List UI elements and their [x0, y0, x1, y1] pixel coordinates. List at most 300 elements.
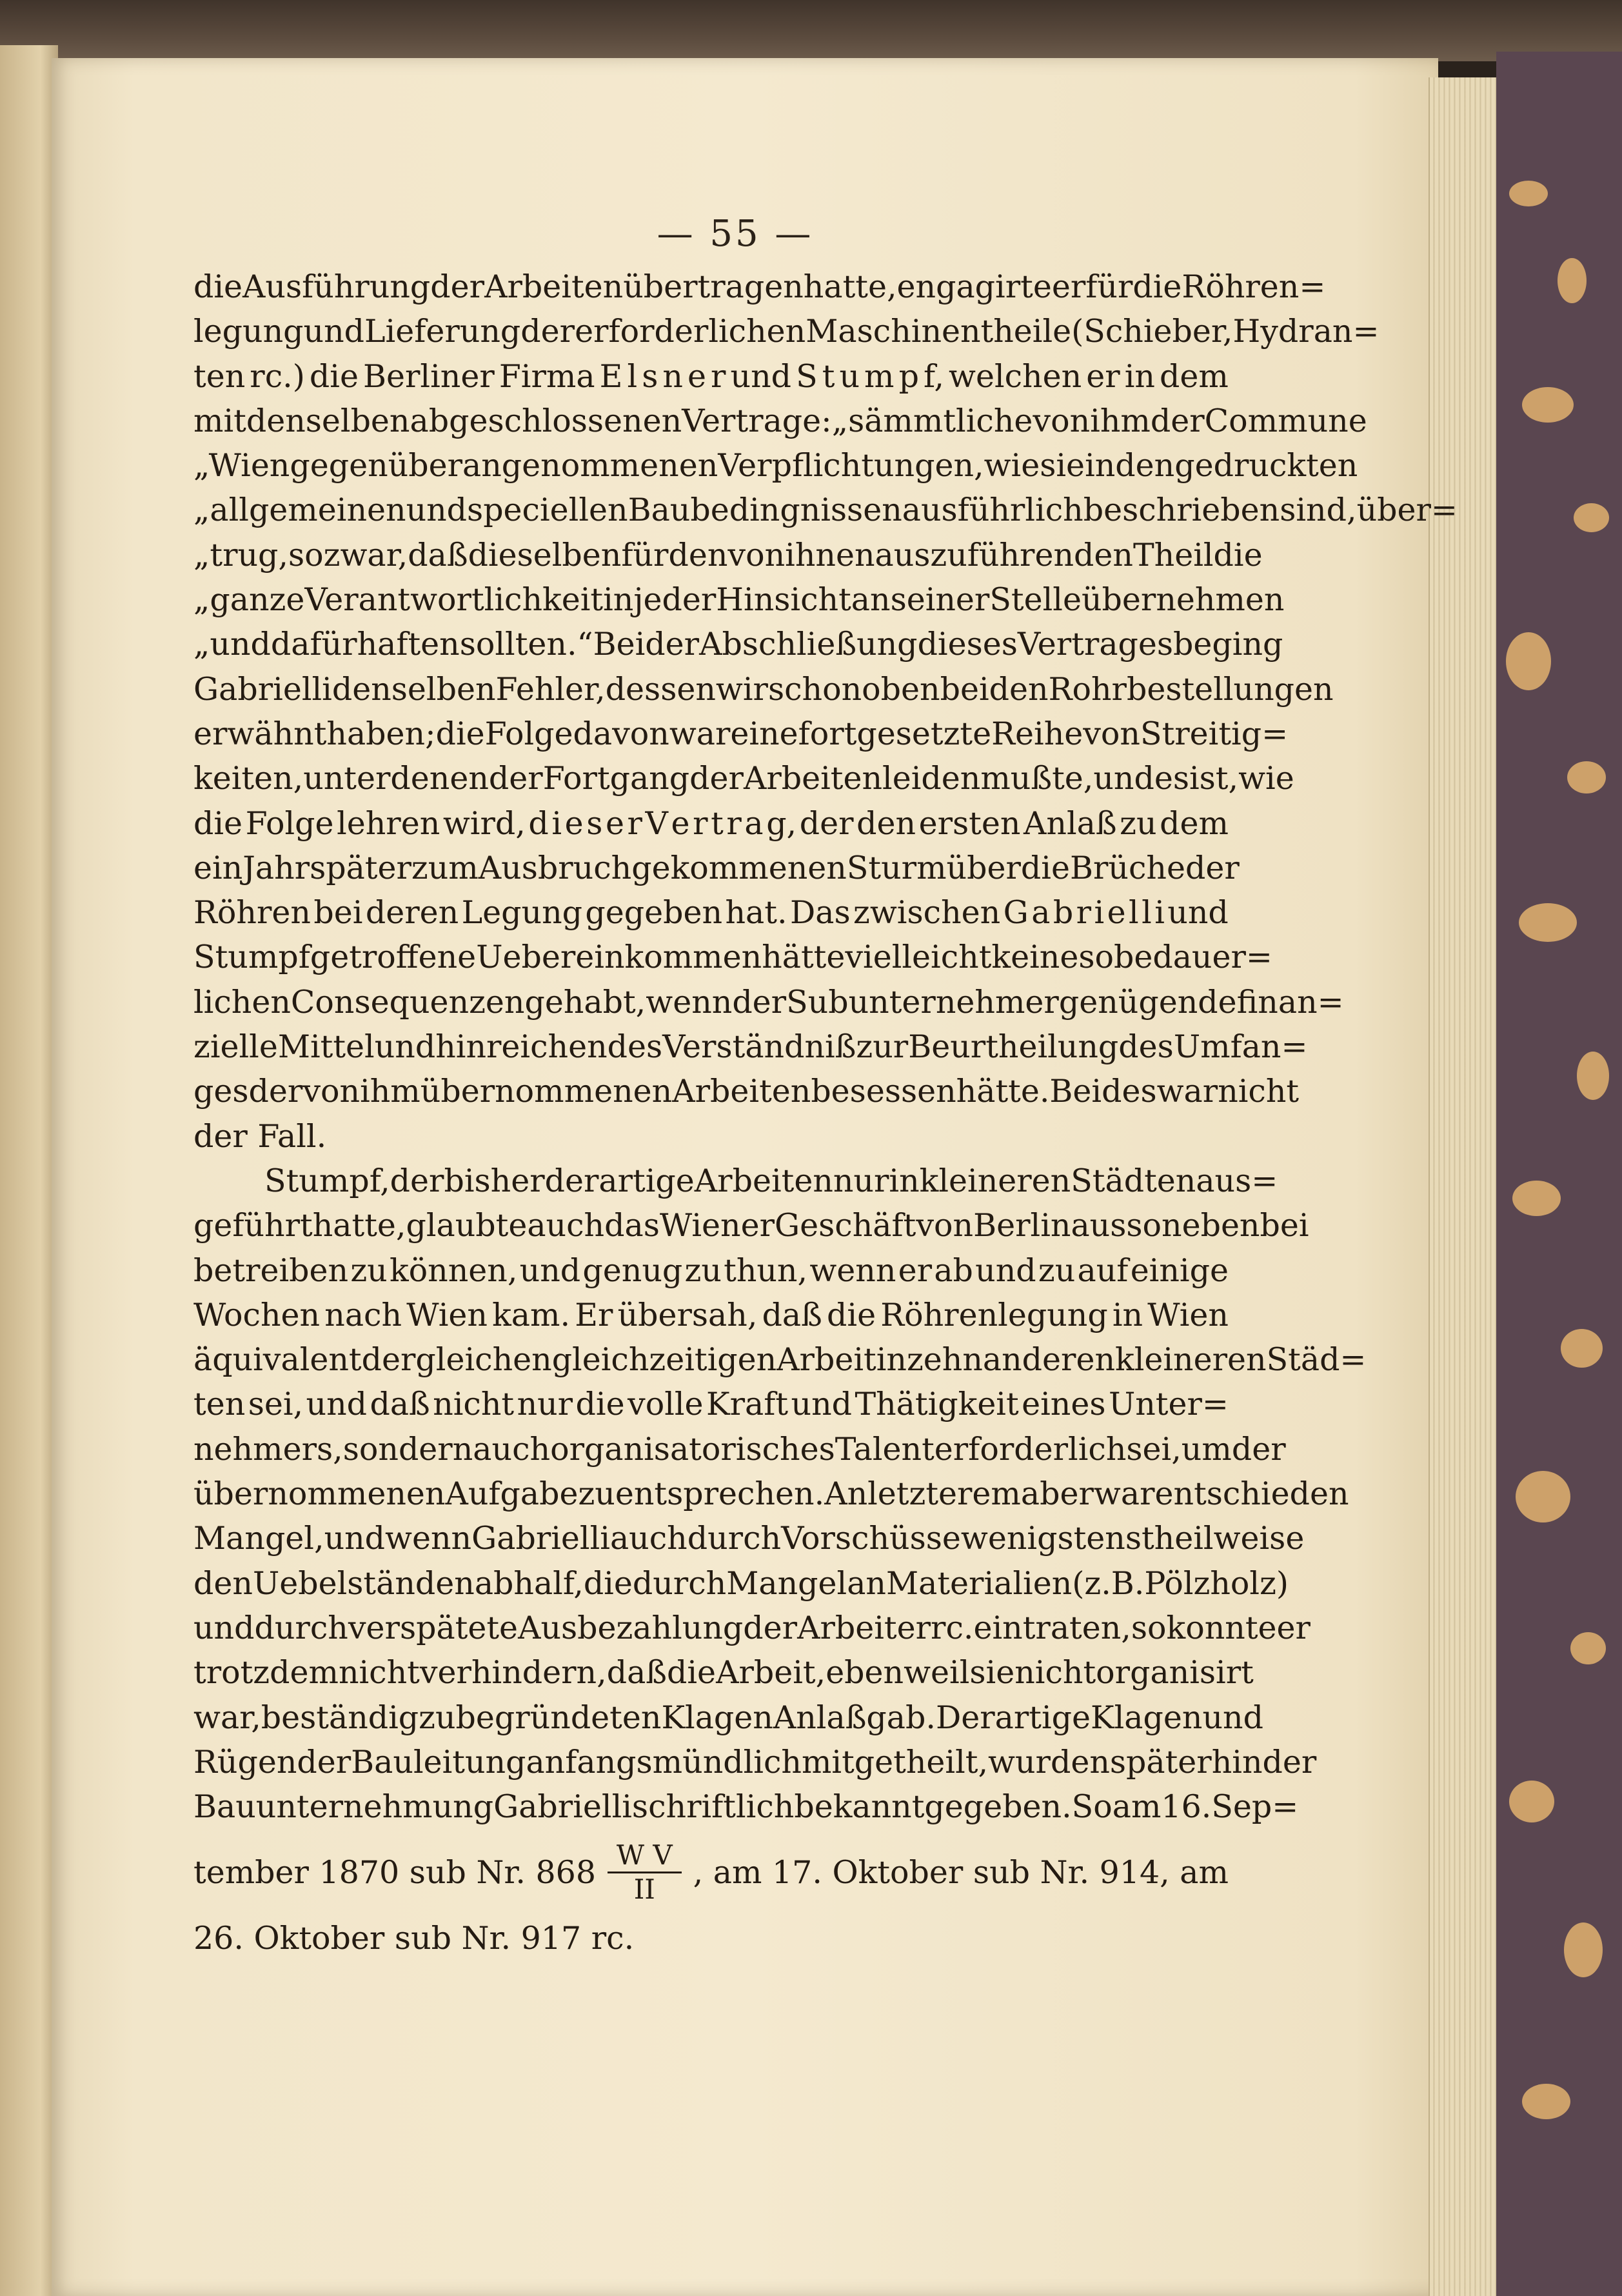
word: m — [864, 357, 895, 395]
word: verspätete — [348, 1609, 519, 1646]
word: mußte, — [980, 760, 1094, 797]
word: Vorschüsse — [781, 1520, 961, 1557]
word: denselben — [331, 670, 496, 708]
word: für — [1085, 268, 1133, 305]
word: Theil — [1132, 536, 1214, 574]
text-line — [193, 1337, 1367, 1382]
word: speciellen — [467, 492, 628, 529]
word: abgeschlossenen — [410, 402, 682, 439]
word: nebenbei — [1162, 1207, 1309, 1244]
text-line — [193, 309, 1380, 354]
word: Fortgang — [542, 760, 690, 797]
word: f — [298, 939, 310, 976]
word: die — [1213, 536, 1263, 574]
marble-spot — [1522, 387, 1574, 423]
word: Thätigkeit — [855, 1386, 1019, 1423]
word: wie — [984, 447, 1040, 484]
word: ten — [193, 1386, 246, 1423]
word: um — [1181, 1430, 1232, 1468]
word: war — [1156, 1073, 1218, 1110]
word: Gabrielli — [493, 1788, 632, 1826]
word: der — [297, 1743, 351, 1781]
word: wir — [715, 670, 768, 708]
left-page-edge — [0, 45, 58, 2296]
word: dieses — [917, 626, 1018, 663]
word: So — [1071, 1788, 1113, 1826]
word: Talent — [835, 1430, 935, 1468]
word: haften — [357, 626, 460, 663]
word: Röhrenlegung — [880, 1296, 1108, 1333]
text-line — [193, 1248, 1229, 1293]
word: zwar, — [323, 536, 408, 574]
word: e — [564, 804, 584, 842]
word: und — [303, 313, 365, 350]
word: Folge — [484, 715, 573, 752]
marble-spot — [1506, 632, 1551, 690]
word: Mittel — [277, 1028, 375, 1066]
word: seiner — [890, 581, 990, 619]
word: Verantwortlichkeit — [304, 581, 604, 619]
book-top-edge — [0, 0, 1622, 61]
word: p — [278, 939, 299, 976]
text-line — [193, 980, 1344, 1024]
word: gehabt, — [524, 983, 646, 1021]
word: sei, — [1126, 1430, 1182, 1468]
word: f, — [369, 1162, 390, 1199]
word: kam. — [492, 1296, 571, 1333]
word: u — [228, 939, 248, 976]
word: „sämmtliche — [831, 402, 1033, 439]
word: rc.) — [250, 357, 305, 395]
word: Bei — [593, 626, 646, 663]
word: und — [1167, 894, 1229, 932]
word: sondern — [342, 1430, 473, 1468]
word: zur — [856, 1028, 909, 1066]
word: aus — [1071, 1207, 1127, 1244]
word: ausführlich — [902, 492, 1083, 529]
word: Sturm — [846, 849, 947, 886]
word: auch — [473, 1430, 551, 1468]
word: konnte — [1166, 1609, 1277, 1646]
word: s — [586, 804, 603, 842]
text-line — [193, 1382, 1229, 1426]
word: die — [435, 715, 485, 752]
word: Bauunternehmung — [193, 1788, 494, 1826]
word: Fehler, — [495, 670, 606, 708]
word: fortgesetzte — [798, 715, 992, 752]
word: i — [1094, 894, 1105, 932]
word: auch — [527, 1207, 605, 1244]
text-line — [193, 1784, 1299, 1829]
word: m — [319, 1162, 350, 1199]
word: „allgemeinen — [193, 492, 406, 529]
word: dieselben — [468, 536, 622, 574]
word: wenn — [385, 1520, 472, 1557]
word: engagirte — [896, 268, 1052, 305]
word: gekommenen — [631, 849, 847, 886]
word: Rohrbestellungen — [1048, 670, 1334, 708]
word: und — [1202, 1699, 1263, 1736]
word: daß — [606, 1654, 668, 1692]
book-cover — [1496, 52, 1622, 2296]
word: Kraft — [706, 1386, 789, 1423]
word: aus= — [1196, 1162, 1278, 1199]
paragraph-2 — [193, 1159, 1367, 1829]
word: g, — [766, 804, 797, 842]
word: p — [898, 357, 919, 395]
word: organisirt — [1096, 1654, 1254, 1692]
word: es — [1154, 760, 1189, 797]
word: Das — [789, 894, 851, 932]
marble-spot — [1567, 761, 1606, 794]
word: daß — [762, 1296, 822, 1333]
word: leiden — [882, 760, 981, 797]
word: Uebelständen — [252, 1564, 475, 1602]
word: f, — [923, 357, 944, 395]
word: den — [989, 670, 1049, 708]
word: Arbeiten — [743, 760, 883, 797]
word: von — [1083, 715, 1140, 752]
word: hätte — [762, 939, 846, 976]
word: a — [744, 804, 764, 842]
word: die — [827, 1296, 876, 1333]
word: späterhin — [1109, 1743, 1263, 1781]
word: Röhren= — [1182, 268, 1326, 305]
text-line — [193, 1695, 1263, 1740]
word: Unter= — [1108, 1386, 1229, 1423]
word: sind, — [1280, 492, 1357, 529]
word: eintraten, — [973, 1609, 1131, 1646]
word: u — [839, 357, 860, 395]
word: e — [687, 357, 706, 395]
word: er — [1086, 357, 1120, 395]
word: hatte, — [803, 268, 897, 305]
word: Städten — [1071, 1162, 1196, 1199]
word: legung — [193, 313, 304, 350]
word: bisher — [444, 1162, 545, 1199]
word: kleineren — [1115, 1341, 1267, 1379]
word: r — [726, 804, 742, 842]
word: erwähnt — [193, 715, 327, 752]
text-line — [193, 1427, 1286, 1472]
word: das — [604, 1207, 660, 1244]
word: der — [743, 1609, 798, 1646]
marble-spot — [1561, 1329, 1603, 1368]
word: genügende — [1058, 983, 1237, 1021]
word: so — [1126, 1207, 1162, 1244]
word: er — [898, 1252, 933, 1289]
word: entschieden — [1154, 1475, 1349, 1513]
word: zu — [350, 1252, 388, 1289]
word: beging — [1173, 626, 1283, 663]
word: Geschäft — [775, 1207, 916, 1244]
word: nach — [324, 1296, 402, 1333]
fraction-numerator: W V — [608, 1839, 682, 1873]
word: von — [302, 1073, 361, 1110]
word: Pölzholz) — [1144, 1564, 1289, 1602]
text-line — [193, 354, 1229, 399]
word: ist, — [1189, 760, 1239, 797]
word: die — [1132, 268, 1182, 305]
word: wenn — [809, 1252, 896, 1289]
text-line — [193, 1740, 1317, 1784]
word: Anlaß — [1024, 804, 1117, 842]
word: von — [727, 536, 786, 574]
word: schon — [767, 670, 862, 708]
marble-spot — [1558, 258, 1587, 303]
word: bei — [313, 894, 363, 932]
word: r — [627, 804, 642, 842]
text-line — [193, 1024, 1308, 1069]
word: ten — [193, 357, 246, 395]
word: thun, — [724, 1252, 808, 1289]
word: Streitig= — [1140, 715, 1289, 752]
text-line — [193, 622, 1283, 666]
word: gegenüber — [290, 447, 463, 484]
word: Reihe — [991, 715, 1083, 752]
word: a — [1031, 894, 1051, 932]
word: sollten.“ — [459, 626, 593, 663]
word: ein — [193, 849, 243, 886]
text-line — [193, 801, 1229, 846]
word: und — [193, 1609, 255, 1646]
word: t — [286, 1162, 299, 1199]
word: zu — [684, 1252, 722, 1289]
word: „und — [193, 626, 271, 663]
word: und — [1093, 760, 1154, 797]
word: Brüche — [1069, 849, 1185, 886]
word: zu — [1120, 804, 1157, 842]
word: Commune — [1204, 402, 1367, 439]
word: denen — [390, 760, 489, 797]
word: ihm — [1090, 402, 1151, 439]
word: ges — [193, 1073, 249, 1110]
word: nehmers, — [193, 1430, 343, 1468]
word: Vertrage: — [682, 402, 832, 439]
word: der — [1185, 849, 1240, 886]
word: übernommenen — [193, 1475, 446, 1513]
word: t — [215, 939, 228, 976]
word: beständig — [261, 1699, 419, 1736]
word: nicht — [1014, 1654, 1096, 1692]
word: in — [603, 581, 634, 619]
word: daß — [408, 536, 468, 574]
word: r — [1076, 894, 1092, 932]
word: Jahr — [242, 849, 310, 886]
text-line — [193, 1650, 1254, 1695]
word: Stelle — [989, 581, 1082, 619]
word: die — [309, 357, 359, 395]
word: Arbeit — [776, 1341, 876, 1379]
word: Wien — [406, 1296, 488, 1333]
word: Legung — [461, 894, 582, 932]
word: der — [689, 760, 744, 797]
page-stack-edge — [1429, 77, 1498, 2296]
word: der — [248, 1073, 303, 1110]
word: Consequenzen — [290, 983, 525, 1021]
word: er — [1276, 1609, 1310, 1646]
word: zu — [578, 1475, 615, 1513]
word: rc. — [931, 1609, 974, 1646]
word: begründeten — [455, 1699, 662, 1736]
word: angenommenen — [462, 447, 718, 484]
word: die — [193, 268, 243, 305]
fraction — [608, 1839, 682, 1906]
word: Arbeiten — [694, 1162, 833, 1199]
word: (Schieber, — [1071, 313, 1233, 350]
word: B. — [1111, 1564, 1145, 1602]
word: Beurtheilung — [908, 1028, 1119, 1066]
word: gegeben — [585, 894, 723, 932]
word: Berlin — [973, 1207, 1071, 1244]
word: übersah, — [617, 1296, 758, 1333]
word: e — [1107, 894, 1126, 932]
word: an — [847, 1564, 886, 1602]
word: An — [824, 1475, 868, 1513]
word: Anlaß — [773, 1699, 867, 1736]
word: nur — [833, 1162, 889, 1199]
word: geführt — [193, 1207, 313, 1244]
word: eben — [826, 1654, 904, 1692]
word: zielle — [193, 1028, 278, 1066]
word: G — [1003, 894, 1029, 932]
word: gegeben. — [924, 1788, 1072, 1826]
word: dessen — [605, 670, 716, 708]
word: hatte, — [312, 1207, 406, 1244]
word: Vertrages — [1017, 626, 1174, 663]
word: Verständniß — [662, 1028, 856, 1066]
word: derartige — [544, 1162, 695, 1199]
word: „trug, — [193, 536, 288, 574]
word: Folge — [245, 804, 334, 842]
word: der — [488, 760, 543, 797]
word: glaubte — [406, 1207, 528, 1244]
word: betreiben — [193, 1252, 349, 1289]
word: Derartige — [935, 1699, 1091, 1736]
word: Lieferung — [364, 313, 521, 350]
word: der — [732, 983, 787, 1021]
word: getroffene — [310, 939, 477, 976]
word: gleichen — [415, 1341, 552, 1379]
word: Aufgabe — [445, 1475, 579, 1513]
text-line — [193, 533, 1263, 577]
word: Ausbruch — [478, 849, 632, 886]
word: Klagen — [661, 1699, 773, 1736]
word: Hinsicht — [716, 581, 851, 619]
word: der — [361, 1341, 416, 1379]
word: der — [430, 268, 485, 305]
word: Mangel — [726, 1564, 847, 1602]
word: ihnen — [785, 536, 875, 574]
word: und — [324, 1520, 386, 1557]
word: in — [1124, 357, 1155, 395]
word: die — [1020, 849, 1070, 886]
word: E — [599, 357, 623, 395]
text-line — [193, 756, 1294, 801]
word: war, — [193, 1699, 261, 1736]
word: und — [730, 357, 792, 395]
word: auf — [1077, 1252, 1129, 1289]
word: deren — [365, 894, 459, 932]
formula-line — [193, 1829, 1229, 1916]
text-line — [193, 1472, 1349, 1516]
word: sie — [969, 1654, 1015, 1692]
word: und — [406, 492, 468, 529]
word: erforderlichen — [575, 313, 806, 350]
text-line — [193, 577, 1285, 622]
word: eine — [730, 715, 798, 752]
word: sie — [1040, 447, 1085, 484]
word: theilweise — [1141, 1520, 1305, 1557]
word: keine — [991, 939, 1079, 976]
word: mitgetheilt, — [801, 1743, 989, 1781]
formula-text-after: , am 17. Oktober sub Nr. 914, am — [693, 1854, 1229, 1892]
word: bei — [940, 670, 989, 708]
word: und — [791, 1386, 852, 1423]
word: vielleicht — [845, 939, 992, 976]
word: die — [575, 1386, 625, 1423]
text-line — [193, 935, 1272, 979]
word: so — [1078, 939, 1114, 976]
word: Baubedingnissen — [628, 492, 902, 529]
word: nur — [517, 1386, 573, 1423]
body-text — [193, 265, 1458, 1961]
word: t — [711, 804, 724, 842]
word: durch — [687, 1520, 782, 1557]
word: können, — [389, 1252, 518, 1289]
word: bedauer= — [1113, 939, 1272, 976]
word: die — [667, 1654, 717, 1692]
paragraph-1 — [193, 265, 1458, 1114]
word: r — [711, 357, 726, 395]
word: in — [1112, 1296, 1143, 1333]
word: Umfan= — [1173, 1028, 1308, 1066]
word: gab. — [866, 1699, 936, 1736]
word: eines — [1022, 1386, 1106, 1423]
word: e — [605, 804, 624, 842]
word: haben; — [326, 715, 436, 752]
word: daß — [370, 1386, 430, 1423]
word: Er — [575, 1296, 613, 1333]
word: zu — [1038, 1252, 1076, 1289]
word: aber — [1020, 1475, 1094, 1513]
word: einige — [1130, 1252, 1229, 1289]
word: V — [645, 804, 668, 842]
text-line — [193, 1069, 1300, 1113]
word: den — [193, 1564, 253, 1602]
word: er — [1051, 268, 1086, 305]
word: trotzdem — [193, 1654, 339, 1692]
word: Röhren — [193, 894, 311, 932]
word: Städ= — [1266, 1341, 1367, 1379]
word: anfangs — [526, 1743, 653, 1781]
word: Gabrielli — [193, 670, 332, 708]
word: des — [1118, 1028, 1174, 1066]
word: dem — [1160, 804, 1229, 842]
word: Rügen — [193, 1743, 297, 1781]
word: gedruckten — [1174, 447, 1358, 484]
text-line — [193, 846, 1240, 890]
word: Materialien — [885, 1564, 1073, 1602]
word: S — [264, 1162, 286, 1199]
word: nicht — [1218, 1073, 1300, 1110]
text-line — [193, 1606, 1310, 1650]
word: nicht — [338, 1654, 420, 1692]
word: Arbeiten — [672, 1073, 811, 1110]
word: Bauleitung — [351, 1743, 526, 1781]
text-line — [193, 265, 1326, 309]
word: hinreichendes — [435, 1028, 663, 1066]
